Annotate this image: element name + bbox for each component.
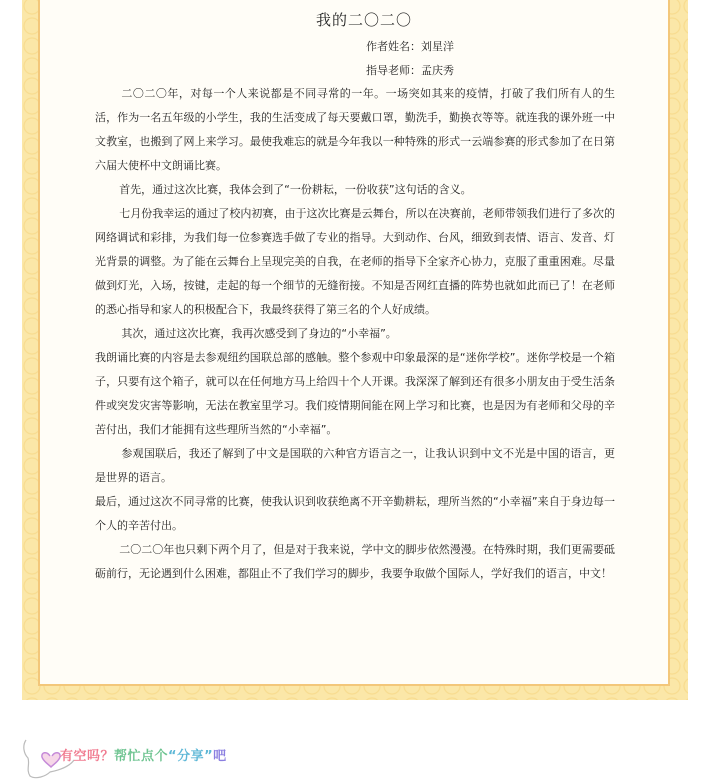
paragraph-6: 参观国联后，我还了解到了中文是国联的六种官方语言之一，让我认识到中文不光是中国的语言，更是世界的语言。 xyxy=(95,447,615,484)
paragraph-3: 七月份我幸运的通过了校内初赛，由于这次比赛是云舞台，所以在决赛前，老师带领我们进行了多次的网络调试和彩排，为我们每一位参赛选手做了专业的指导。大到动作、台风，细致到表情、语言、发音、灯光背景的调整。为了能在云舞台上呈现完美的自我，在老师的指导下全家齐心协力，克服了重重困难。尽量做到灯光，入场，按键，走起的每一个细节的无缝衔接。不知是否网红直播的阵势也就如此而已了！在老师的悉心指导和家人的积极配合下，我最终获得了第三名的个人好成绩。 xyxy=(95,207,615,316)
paragraph-2: 首先，通过这次比赛，我体会到了“一份耕耘，一份收获”这句话的含义。 xyxy=(119,183,472,196)
article-body xyxy=(95,82,615,586)
share-prompt xyxy=(60,745,227,764)
paragraph-5: 我朗诵比赛的内容是去参观纽约国联总部的感触。整个参观中印象最深的是“迷你学校”。迷你学校是一个箱子，只要有这个箱子，就可以在任何地方马上给四十个人开课。我深深了解到还有很多小朋友由于受生活条件或突发灾害等影响，无法在教室里学习。我们疫情期间能在网上学习和比赛，也是因为有老师和父母的辛苦付出，我们才能拥有这些理所当然的“小幸福”。 xyxy=(95,351,615,436)
author-line: 作者姓名：刘星洋 xyxy=(366,40,454,53)
article-title: 我的二〇二〇 xyxy=(315,11,412,29)
paragraph-8: 二〇二〇年也只剩下两个月了，但是对于我来说，学中文的脚步依然漫漫。在特殊时期，我们更需要砥砺前行，无论遇到什么困难，都阻止不了我们学习的脚步，我要争取做个国际人，学好我们的语言，中文！ xyxy=(95,543,615,580)
paragraph-7: 最后，通过这次不同寻常的比赛，使我认识到收获绝离不开辛勤耕耘，理所当然的“小幸福”来自于身边每一个人的辛苦付出。 xyxy=(95,495,615,532)
share-prompt-part-1: 有空吗？ xyxy=(60,749,115,764)
teacher-line: 指导老师：孟庆秀 xyxy=(366,64,454,77)
share-prompt-part-3: “分享” xyxy=(168,749,214,764)
share-prompt-part-4: 吧 xyxy=(213,749,227,764)
paragraph-4: 其次，通过这次比赛，我再次感受到了身边的“小幸福”。 xyxy=(121,327,397,340)
share-prompt-part-2: 帮忙点个 xyxy=(114,749,169,764)
paragraph-1: 二〇二〇年，对每一个人来说都是不同寻常的一年。一场突如其来的疫情，打破了我们所有人的生活，作为一名五年级的小学生，我的生活变成了每天要戴口罩，勤洗手，勤换衣等等。就连我的课外班一中文教室，也搬到了网上来学习。最使我难忘的就是今年我以一种特殊的形式一云端参赛的形式参加了在日第六届大使杯中文朗诵比赛。 xyxy=(95,87,615,172)
